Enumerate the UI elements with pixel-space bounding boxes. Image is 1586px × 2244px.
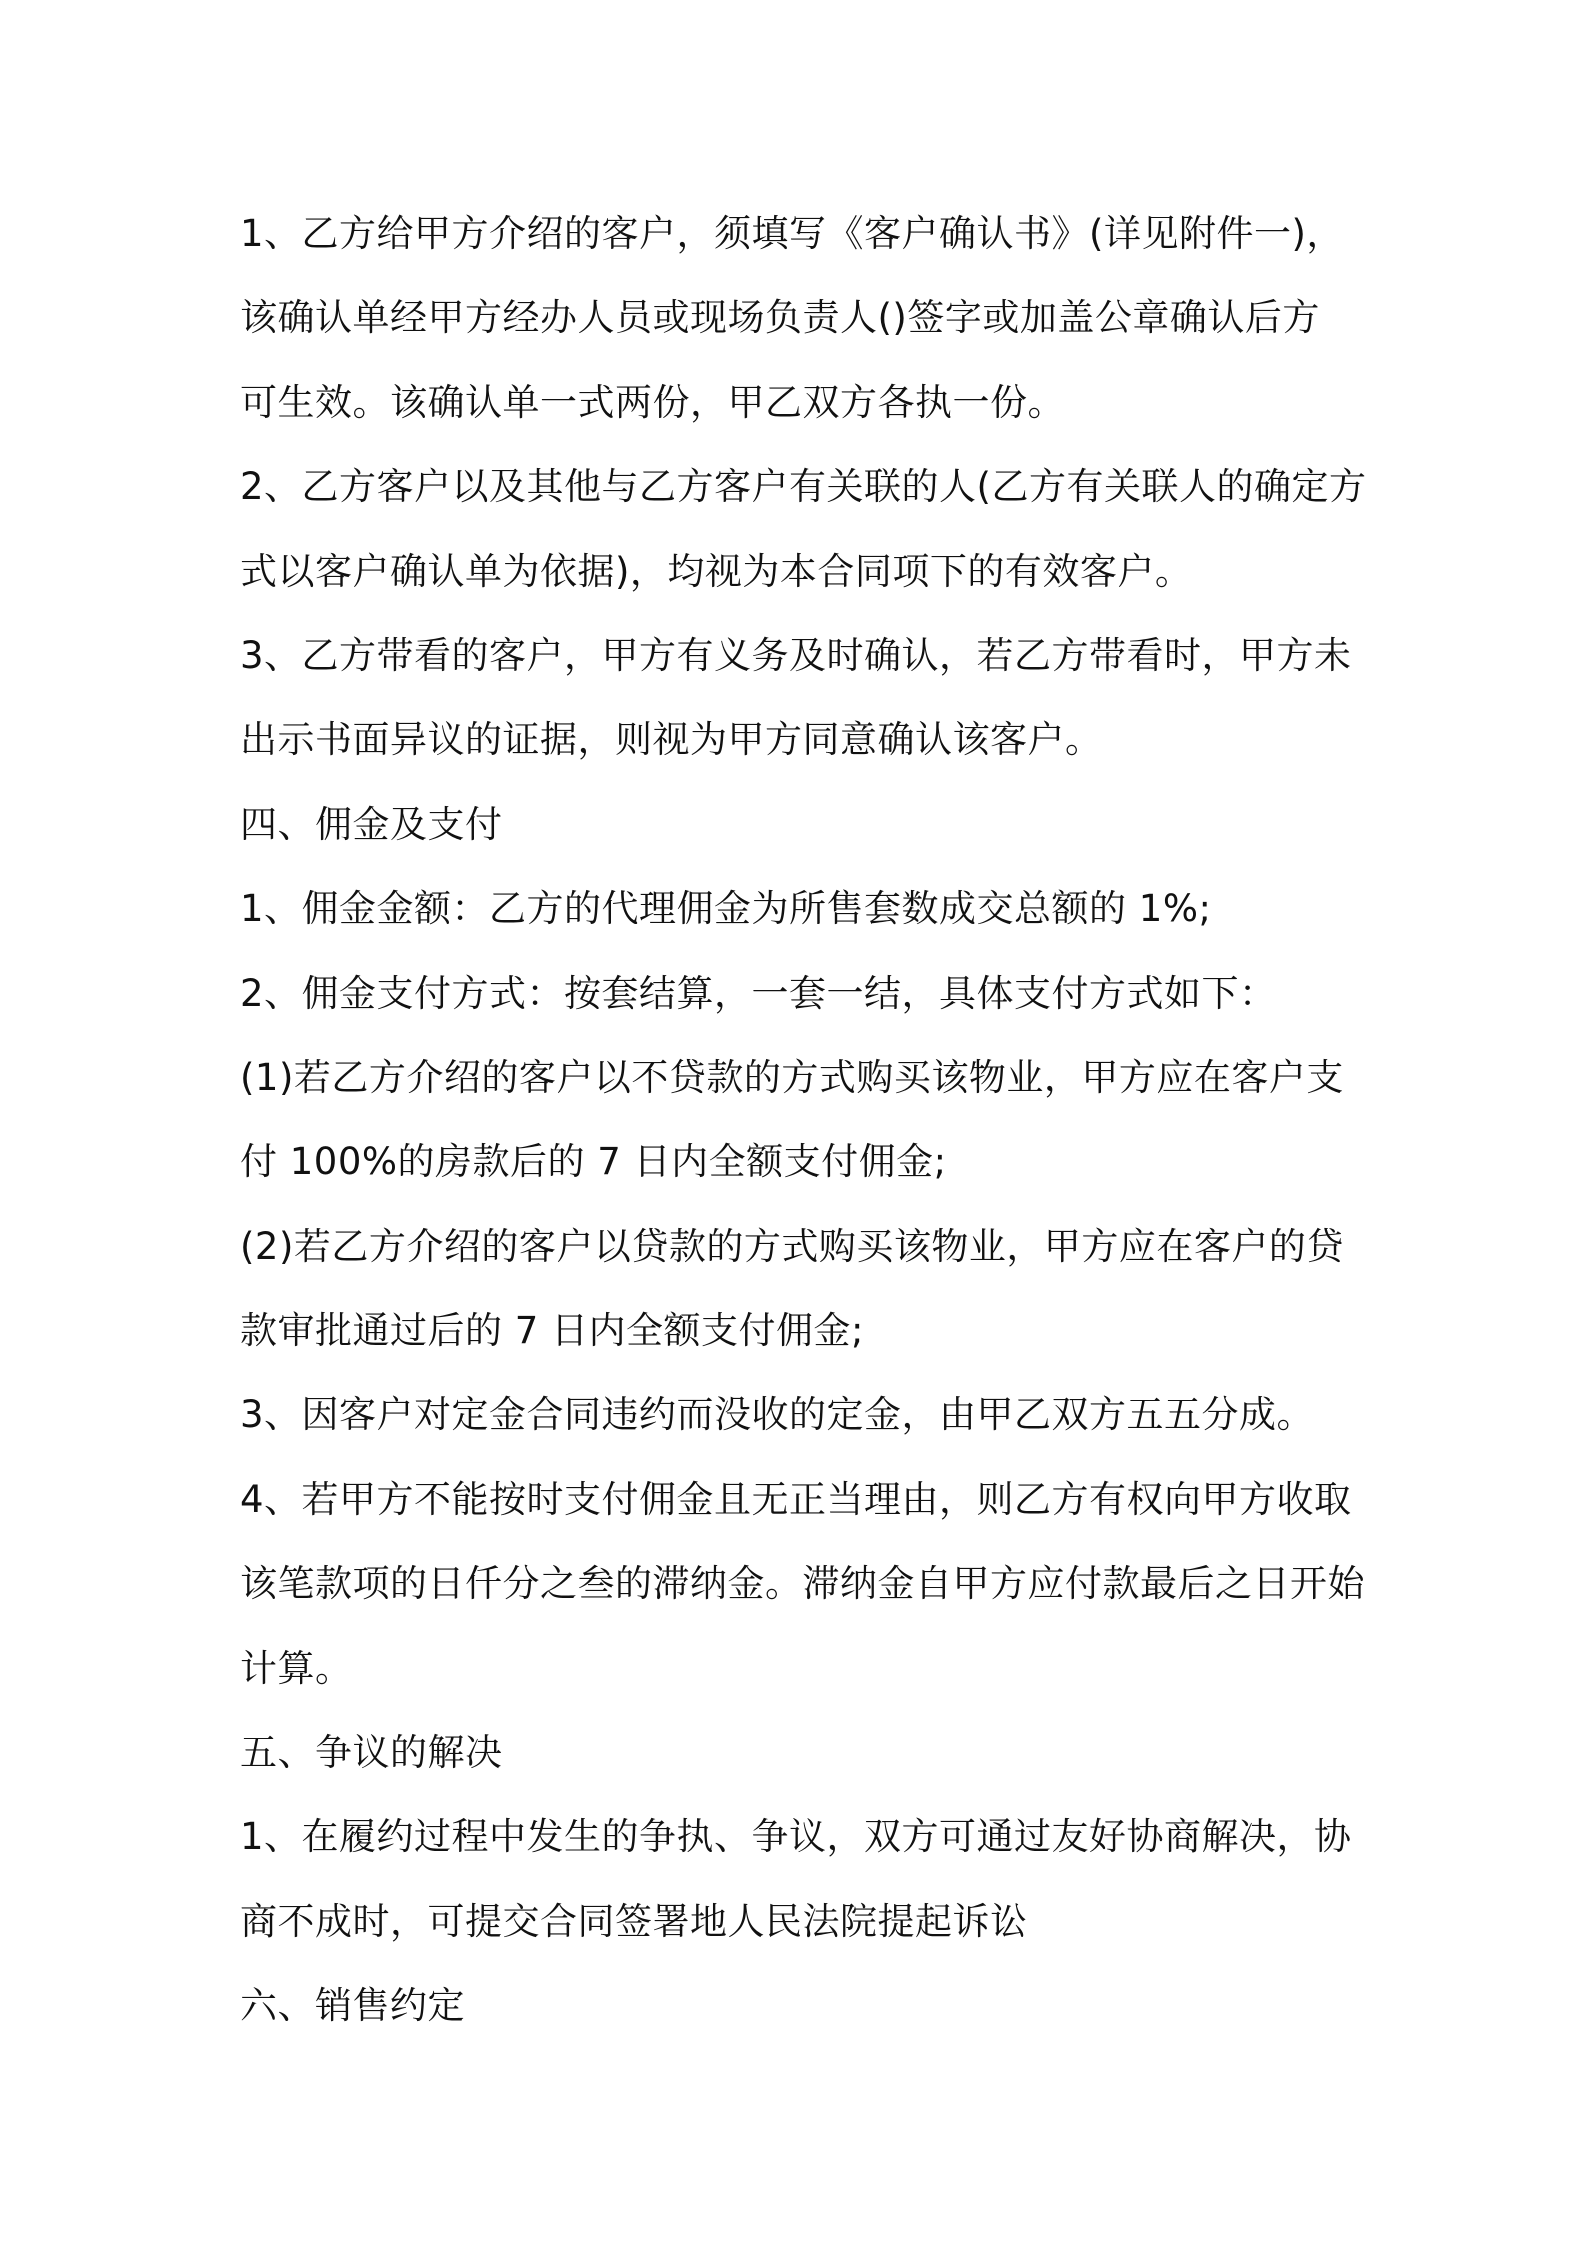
text-line: 该笔款项的日仟分之叁的滞纳金。滞纳金自甲方应付款最后之日开始: [240, 1562, 1365, 1606]
section-heading: 四、佣金及支付: [240, 802, 503, 846]
text-line: 式以客户确认单为依据)，均视为本合同项下的有效客户。: [240, 549, 1193, 593]
text-line: 该确认单经甲方经办人员或现场负责人()签字或加盖公章确认后方: [240, 296, 1320, 340]
text-line: 1、佣金金额：乙方的代理佣金为所售套数成交总额的 1%;: [240, 887, 1212, 931]
text-line: 款审批通过后的 7 日内全额支付佣金;: [240, 1309, 865, 1353]
text-line: 付 100%的房款后的 7 日内全额支付佣金;: [240, 1140, 947, 1184]
text-line: 1、在履约过程中发生的争执、争议，双方可通过友好协商解决，协: [240, 1815, 1352, 1859]
section-heading: 六、销售约定: [240, 1984, 465, 2028]
text-line: 可生效。该确认单一式两份，甲乙双方各执一份。: [240, 380, 1065, 424]
text-line: 计算。: [240, 1646, 353, 1690]
section-heading: 五、争议的解决: [240, 1731, 503, 1775]
text-line: 3、乙方带看的客户，甲方有义务及时确认，若乙方带看时，甲方未: [240, 633, 1352, 677]
text-line: 2、佣金支付方式：按套结算，一套一结，具体支付方式如下：: [240, 971, 1277, 1015]
document-body: [240, 192, 1367, 2049]
text-line: 2、乙方客户以及其他与乙方客户有关联的人(乙方有关联人的确定方: [240, 465, 1367, 509]
text-line: 1、乙方给甲方介绍的客户，须填写《客户确认书》(详见附件一)，: [240, 212, 1344, 255]
text-line: 4、若甲方不能按时支付佣金且无正当理由，则乙方有权向甲方收取: [240, 1477, 1352, 1521]
text-line: 商不成时，可提交合同签署地人民法院提起诉讼: [240, 1899, 1028, 1943]
text-line: 3、因客户对定金合同违约而没收的定金，由甲乙双方五五分成。: [240, 1393, 1315, 1437]
text-line: (2)若乙方介绍的客户以贷款的方式购买该物业，甲方应在客户的贷: [240, 1224, 1344, 1268]
text-line: 出示书面异议的证据，则视为甲方同意确认该客户。: [240, 718, 1103, 762]
text-line: (1)若乙方介绍的客户以不贷款的方式购买该物业，甲方应在客户支: [240, 1055, 1344, 1099]
